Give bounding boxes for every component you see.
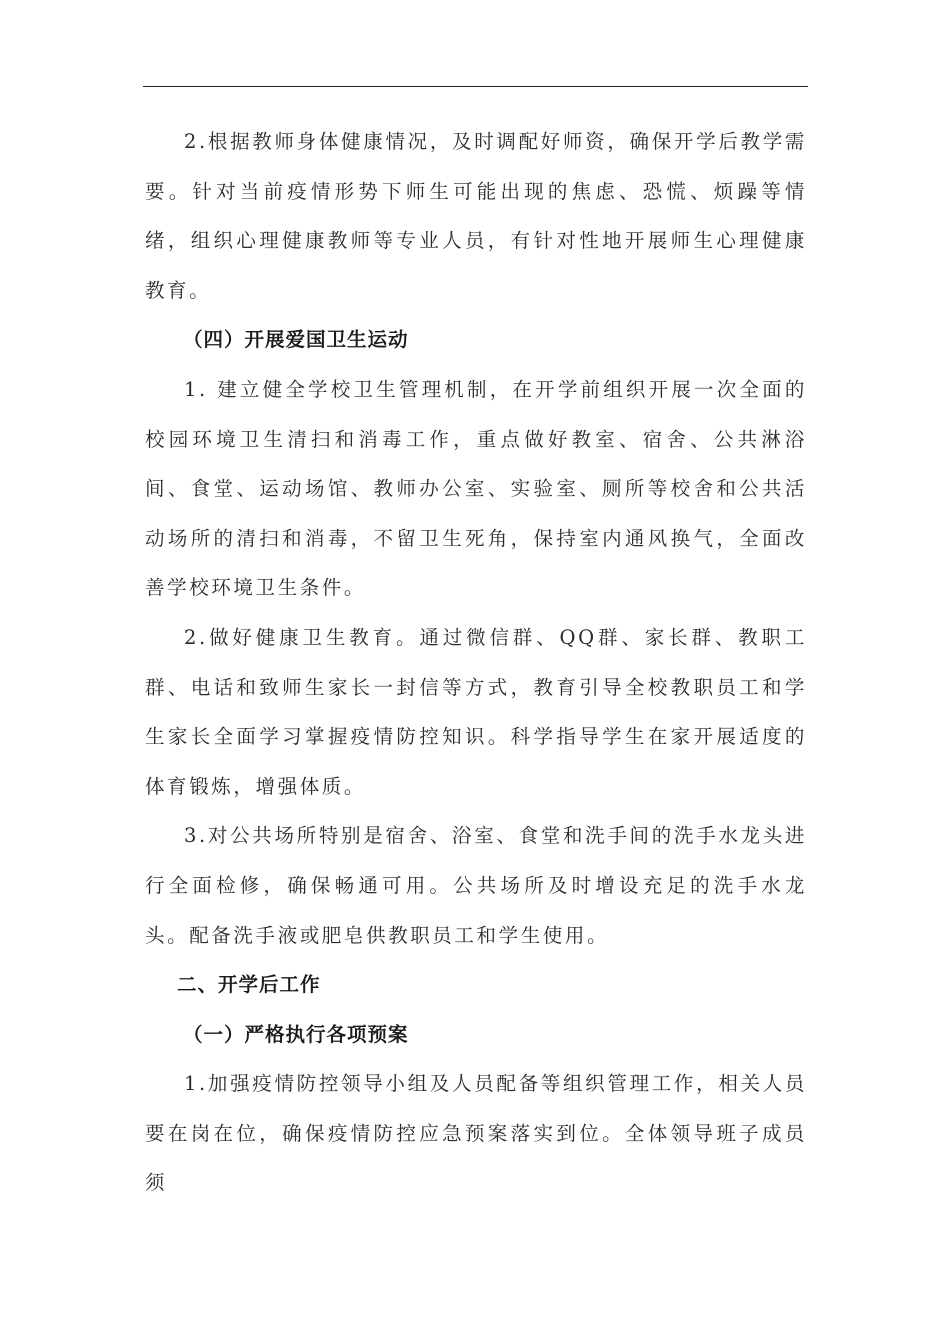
paragraph-health-education: 2.做好健康卫生教育。通过微信群、QQ群、家长群、教职工群、电话和致师生家长一封信等方式，教育引导全校教职员工和学生家长全面学习掌握疫情防控知识。科学指导学生在家开展适度的体育锻炼，增强体质。 <box>145 625 807 798</box>
paragraph-hygiene-mechanism: 1. 建立健全学校卫生管理机制，在开学前组织开展一次全面的校园环境卫生清扫和消毒工作，重点做好教室、宿舍、公共淋浴间、食堂、运动场馆、教师办公室、实验室、厕所等校舍和公共活动场所的清扫和消毒，不留卫生死角，保持室内通风换气，全面改善学校环境卫生条件。 <box>145 377 807 600</box>
paragraph-faucet-inspection: 3.对公共场所特别是宿舍、浴室、食堂和洗手间的洗手水龙头进行全面检修，确保畅通可用。公共场所及时增设充足的洗手水龙头。配备洗手液或肥皂供教职员工和学生使用。 <box>145 824 807 947</box>
paragraph-leadership-group: 1.加强疫情防控领导小组及人员配备等组织管理工作，相关人员要在岗在位，确保疫情防控应急预案落实到位。全体领导班子成员须 <box>145 1072 807 1195</box>
header-rule <box>143 86 808 87</box>
section-heading-execute-plans: （一）严格执行各项预案 <box>183 1022 409 1046</box>
section-heading-patriotic-health: （四）开展爱国卫生运动 <box>183 328 409 352</box>
document-body <box>145 117 807 1208</box>
paragraph-teacher-allocation: 2.根据教师身体健康情况，及时调配好师资，确保开学后教学需要。针对当前疫情形势下师生可能出现的焦虑、恐慌、烦躁等情绪，组织心理健康教师等专业人员，有针对性地开展师生心理健康教育。 <box>145 130 807 302</box>
section-heading-after-school-start: 二、开学后工作 <box>177 973 321 997</box>
